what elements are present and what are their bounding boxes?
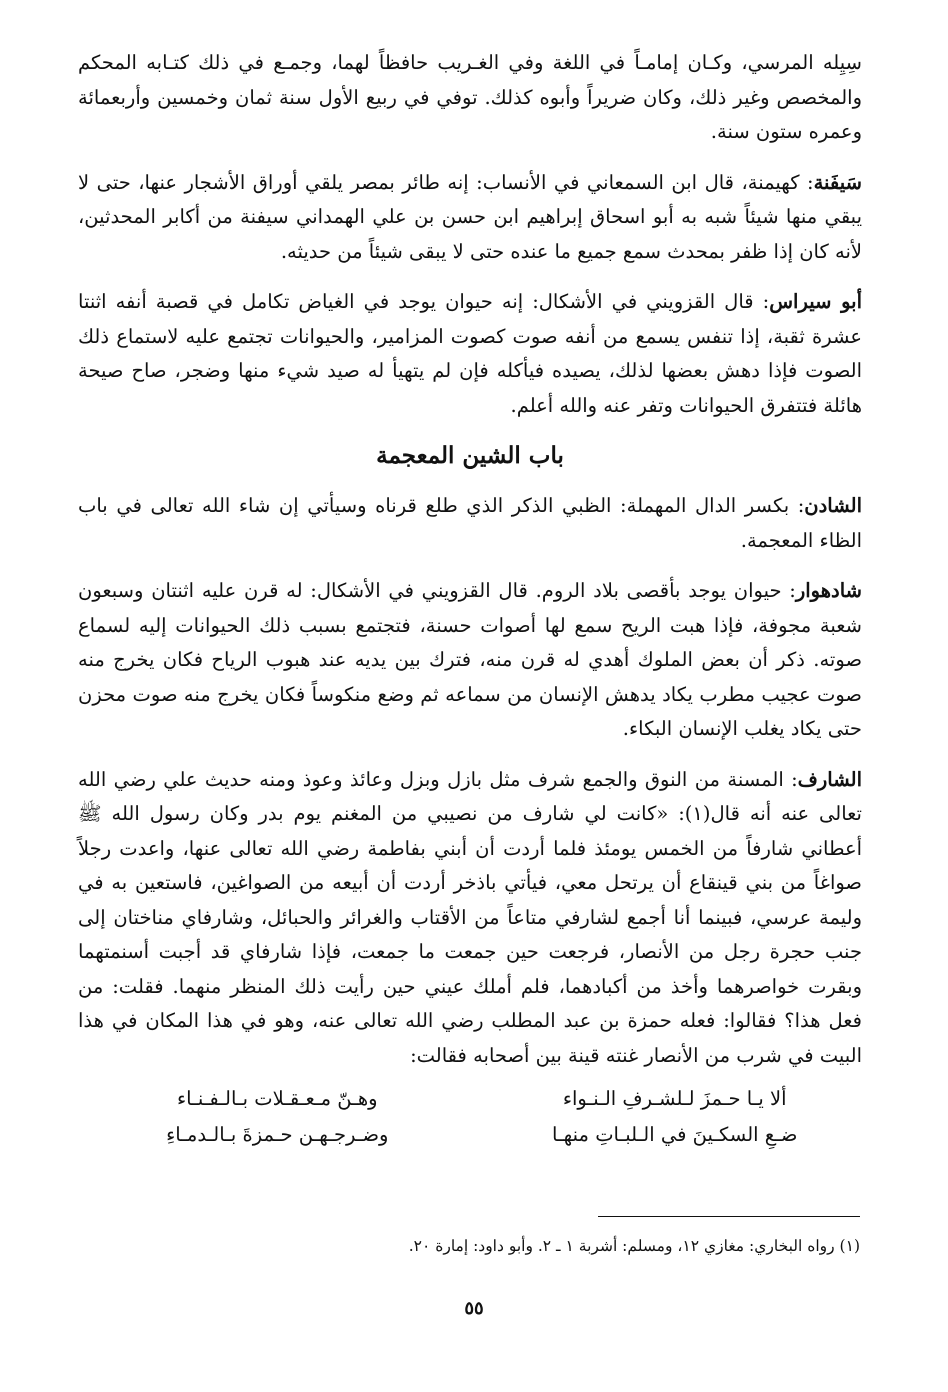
poem-hemistich-second: وضـرجـهـن حـمزةَ بـالـدمـاءِ	[166, 1123, 389, 1146]
poem-hemistich-first: ألا يـا حـمزَ لـلشـرفِ الـنـواء	[562, 1087, 787, 1110]
entry-term: الشارف	[797, 767, 862, 791]
footnote-divider	[598, 1216, 860, 1217]
entry-text: : المسنة من النوق والجمع شرف مثل بازل وبزل وعائذ وعوذ ومنه حديث علي رضي الله تعالى عنه أنه قال(١): «كانت لي شارف من نصيبي من المغنم يوم بدر وكان رسول الله ﷺ أعطاني شارفاً من الخمس يومئذ فلما أردت أن أبني بفاطمة رضي الله تعالى عنها، واعدت رجلاً صواغاً من بني قينقاع أن يرتحل معي، فيأتي باذخر أردت أن أبيعه من الصواغين، فاستعين به في وليمة عرسي، فبينما أنا أجمع لشارفي متاعاً من الأقتاب والغرائر والحبائل، وشارفاي مناختان إلى جنب حجرة رجل من الأنصار، فرجعت حين جمعت ما جمعت، فإذا شارفاي قد أجبت أسنمتهما وبقرت خواصرهما وأخذ من أكبادهما، فلم أملك عيني حين رأيت ذلك المنظر منهما. فقلت: من فعل هذا؟ فقالوا: فعله حمزة بن عبد المطلب رضي الله تعالى عنه، وهو في هذا المكان في هذا البيت في شرب من الأنصار غنته قينة بين أصحابه فقالت:	[78, 767, 862, 1067]
entry-term: الشادن	[804, 494, 862, 517]
entry-text: : حيوان يوجد بأقصى بلاد الروم. قال القزويني في الأشكال: له قرن عليه اثنتان وسبعون شعبة مجوفة، فإذا هبت الريح سمع لها أصوات حسنة، فتجتمع بسبب ذلك الحيوانات إليه لسماع صوته. ذكر أن بعض الملوك أهدي له قرن منه، فترك بين يديه عند هبوب الرياح فكان يخرج منه صوت عجيب مطرب يكاد يدهش الإنسان من سماعه ثم وضع منكوساً فكان يخرج منه صوت محزن حتى يكاد يغلب الإنسان البكاء.	[78, 579, 862, 740]
entry-term: أبو سيراس	[769, 290, 862, 313]
entry-text: : قال القزويني في الأشكال: إنه حيوان يوجد في الغياض تكامل في قصبة أنفه اثنتا عشرة ثقبة، إذا تنفس يسمع من أنفه صوت كصوت المزامير، والحيوانات تجتمع عليه لاستماع ذلك الصوت فإذا دهش بعضها لذلك، يصيده فيأكله فإن لم يتهيأ له صيد شيء منها وضجر، صاح صيحة هائلة فتتفرق الحيوانات وتفر عنه والله أعلم.	[78, 290, 862, 417]
footnote: (١) رواه البخاري: مغازي ١٢، ومسلم: أشربة ١ ـ ٢. وأبو داود: إمارة ٢٠.	[408, 1237, 860, 1255]
entry-sharif	[78, 763, 862, 1074]
entry-term: سَيفَنة	[813, 170, 862, 194]
page-number: ٥٥	[464, 1298, 484, 1319]
entry-term: شادهوار	[795, 579, 862, 602]
entry-sayfana	[78, 166, 862, 270]
paragraph-continuation	[78, 46, 862, 150]
entry-shadin	[78, 489, 862, 558]
poem-hemistich-first: ضـعِ السكـينَ في الـلبـاتِ منهـا	[552, 1123, 798, 1146]
poem-verse	[78, 1081, 862, 1117]
section-title: باب الشين المعجمة	[376, 442, 564, 469]
poem	[78, 1081, 862, 1153]
entry-shadhawar	[78, 574, 862, 747]
entry-text: : كهيمنة، قال ابن السمعاني في الأنساب: إنه طائر بمصر يلقي أوراق الأشجار عنها، حتى لا يبقي منها شيئاً شبه به أبو اسحاق إبراهيم ابن حسن بن علي الهمداني سيفنة من أكابر المحدثين، لأنه كان إذا ظفر بمحدث سمع جميع ما عنده حتى لا يبقى شيئاً من حديثه.	[78, 170, 862, 263]
paragraph-text: سِيِله المرسي، وكـان إمامـاً في اللغة وفي الغـريب حافظاً لهما، وجمـع في ذلك كتـابه المحكم والمخصص وغير ذلك، وكان ضريراً وأبوه كذلك. توفي في ربيع الأول سنة ثمان وخمسين وأربعمائة وعمره ستون سنة.	[78, 51, 862, 143]
poem-verse	[78, 1117, 862, 1153]
entry-abu-siras	[78, 285, 862, 423]
poem-hemistich-second: وهـنّ مـعـقـلات بـالـفـنـاء	[177, 1087, 378, 1110]
entry-text: : بكسر الدال المهملة: الظبي الذكر الذي طلع قرناه وسيأتي إن شاء الله تعالى في باب الظاء المعجمة.	[78, 494, 862, 552]
